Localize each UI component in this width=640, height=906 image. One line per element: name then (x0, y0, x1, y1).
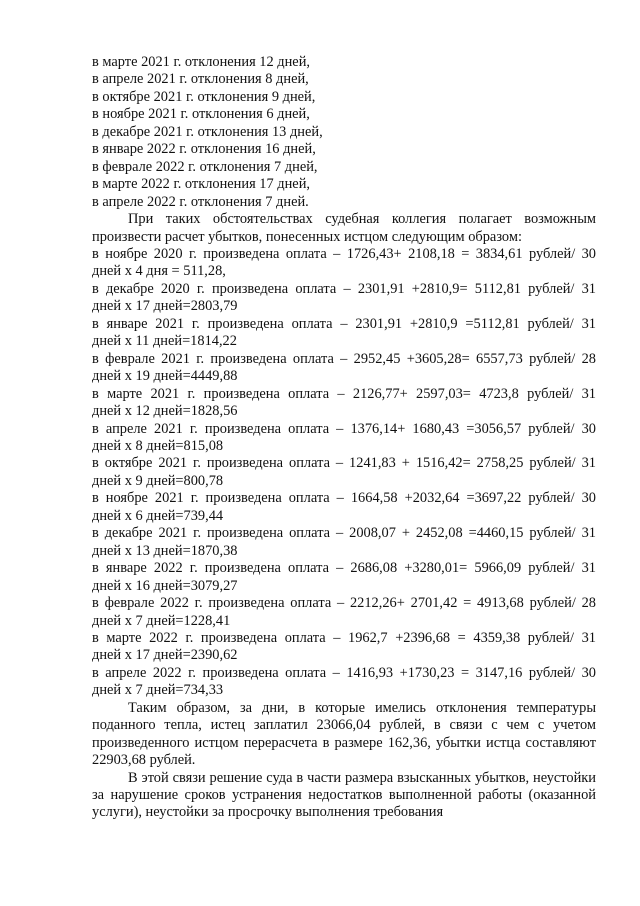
deviation-line: в апреле 2022 г. отклонения 7 дней. (92, 193, 309, 210)
calculation-result: дней х 8 дней=815,08 (92, 437, 224, 454)
calculation-formula: в декабре 2021 г. произведена оплата – 2008,07 + 2452,08 =4460,15 рублей/ 31 (92, 525, 596, 542)
calculation-result: дней х 13 дней=1870,38 (92, 542, 238, 559)
calculation-item (92, 560, 596, 595)
deviation-line: в марте 2021 г. отклонения 12 дней, (92, 54, 310, 70)
calculation-item (92, 665, 596, 700)
deviation-line: в марте 2022 г. отклонения 17 дней, (92, 176, 310, 193)
calculation-formula: в январе 2022 г. произведена оплата – 2686,08 +3280,01= 5966,09 рублей/ 31 (92, 560, 596, 577)
deviation-line: в январе 2022 г. отклонения 16 дней, (92, 141, 316, 158)
calculation-formula: в ноябре 2020 г. произведена оплата – 1726,43+ 2108,18 = 3834,61 рублей/ 30 (92, 245, 596, 262)
document-page (92, 54, 596, 822)
calculation-result: дней х 9 дней=800,78 (92, 472, 224, 489)
calculation-formula: в январе 2021 г. произведена оплата – 2301,91 +2810,9 =5112,81 рублей/ 31 (92, 315, 596, 332)
calculation-formula: в марте 2021 г. произведена оплата – 2126,77+ 2597,03= 4723,8 рублей/ 31 (92, 385, 596, 402)
calculation-result: дней х 17 дней=2390,62 (92, 647, 238, 664)
calculation-item (92, 386, 596, 421)
calculation-result: дней х 4 дня = 511,28, (92, 263, 226, 280)
calculation-result: дней х 12 дней=1828,56 (92, 403, 238, 420)
calculation-result: дней х 19 дней=4449,88 (92, 368, 238, 385)
calculation-item (92, 525, 596, 560)
calculation-item (92, 281, 596, 316)
calculation-item (92, 316, 596, 351)
deviation-list (92, 54, 596, 211)
calculation-result: дней х 17 дней=2803,79 (92, 298, 238, 315)
deviation-line: в феврале 2022 г. отклонения 7 дней, (92, 158, 318, 175)
calculation-item (92, 595, 596, 630)
calculation-item (92, 630, 596, 665)
calculation-item (92, 421, 596, 456)
deviation-line: в октябре 2021 г. отклонения 9 дней, (92, 88, 316, 105)
calculation-formula: в апреле 2021 г. произведена оплата – 1376,14+ 1680,43 =3056,57 рублей/ 30 (92, 420, 596, 437)
calculation-result: дней х 11 дней=1814,22 (92, 333, 237, 350)
calculation-formula: в ноябре 2021 г. произведена оплата – 1664,58 +2032,64 =3697,22 рублей/ 30 (92, 490, 596, 507)
summary-paragraph: Таким образом, за дни, в которые имелись отклонения температуры поданного тепла, истец заплатил 23066,04 рублей, в связи с чем с учетом произведенного истцом перерасчета в размере 162,36, убытки истца составляют 22903,68 рублей. (92, 699, 596, 769)
calculation-result: дней х 7 дней=734,33 (92, 682, 224, 699)
calculation-result: дней х 7 дней=1228,41 (92, 612, 231, 629)
calculation-result: дней х 16 дней=3079,27 (92, 577, 238, 594)
calculation-formula: в феврале 2021 г. произведена оплата – 2952,45 +3605,28= 6557,73 рублей/ 28 (92, 350, 596, 367)
intro-paragraph: При таких обстоятельствах судебная коллегия полагает возможным произвести расчет убытков, понесенных истцом следующим образом: (92, 211, 596, 245)
calculation-formula: в декабре 2020 г. произведена оплата – 2301,91 +2810,9= 5112,81 рублей/ 31 (92, 280, 596, 297)
deviation-line: в апреле 2021 г. отклонения 8 дней, (92, 71, 309, 88)
calculation-formula: в октябре 2021 г. произведена оплата – 1241,83 + 1516,42= 2758,25 рублей/ 31 (92, 455, 596, 472)
calculation-formula: в феврале 2022 г. произведена оплата – 2212,26+ 2701,42 = 4913,68 рублей/ 28 (92, 595, 596, 612)
calculation-formula: в марте 2022 г. произведена оплата – 1962,7 +2396,68 = 4359,38 рублей/ 31 (92, 629, 596, 646)
calculation-item (92, 351, 596, 386)
calculation-item (92, 455, 596, 490)
calculation-item (92, 490, 596, 525)
calculation-formula: в апреле 2022 г. произведена оплата – 1416,93 +1730,23 = 3147,16 рублей/ 30 (92, 664, 596, 681)
final-paragraph: В этой связи решение суда в части размера взысканных убытков, неустойки за нарушение сроков устранения недостатков выполненной работы (оказанной услуги), неустойки за просрочку выполнения требования (92, 769, 596, 821)
calculation-item (92, 246, 596, 281)
calculation-result: дней х 6 дней=739,44 (92, 507, 224, 524)
deviation-line: в декабре 2021 г. отклонения 13 дней, (92, 123, 323, 140)
calculation-list (92, 246, 596, 700)
deviation-line: в ноябре 2021 г. отклонения 6 дней, (92, 106, 310, 123)
